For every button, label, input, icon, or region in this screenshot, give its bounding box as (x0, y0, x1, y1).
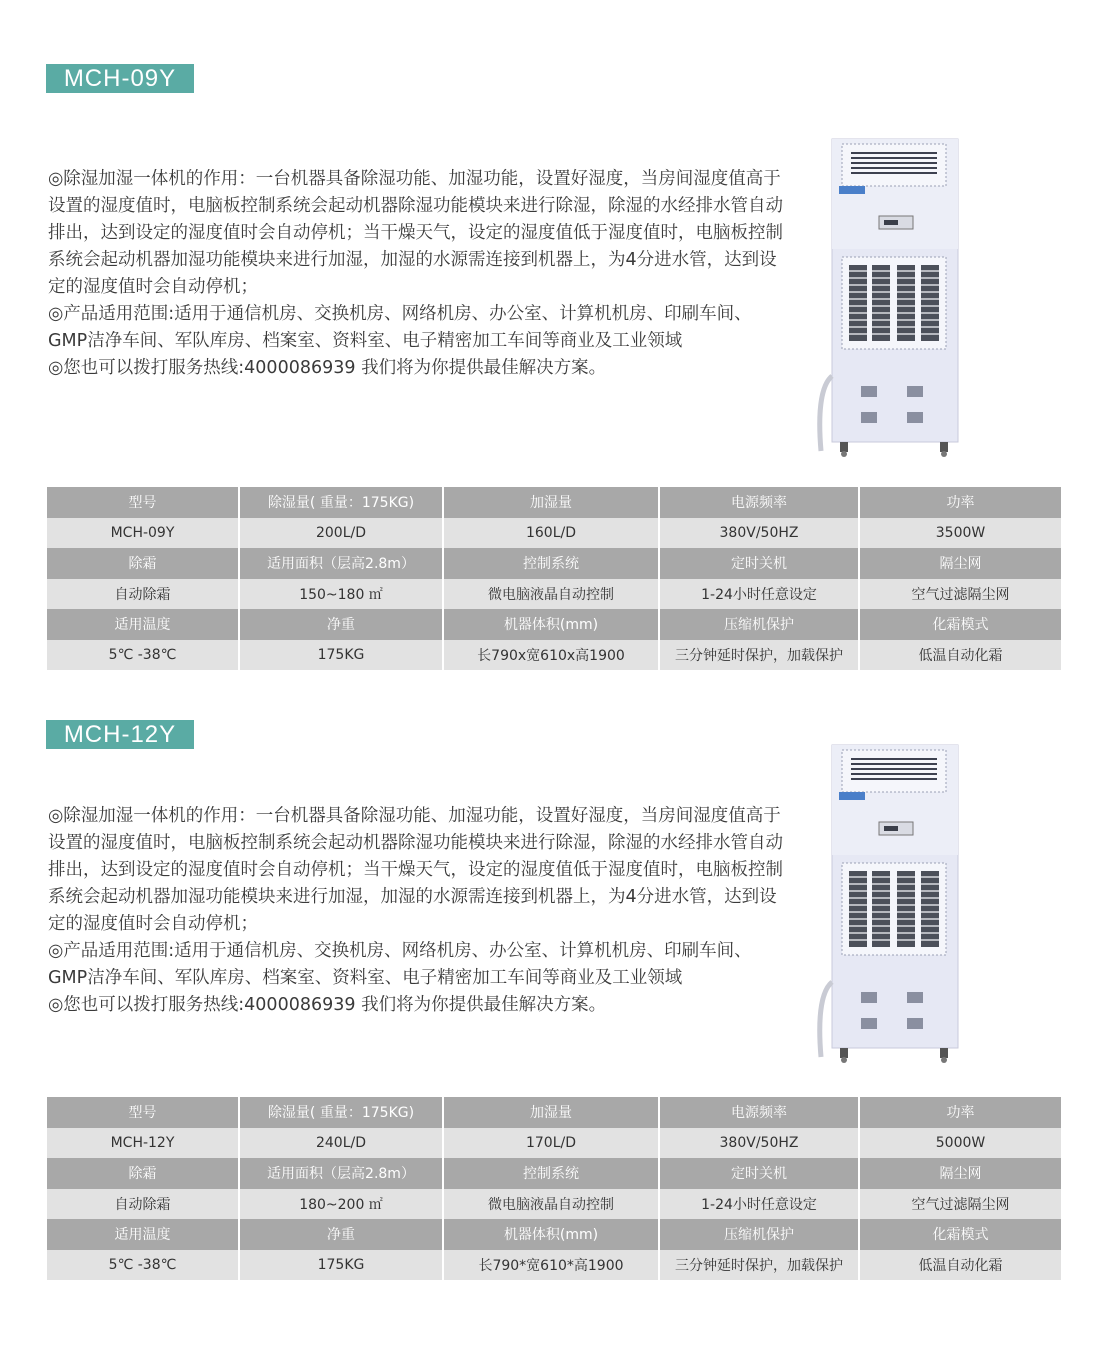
table-cell: 380V/50HZ (659, 1128, 859, 1159)
table-row (47, 487, 1061, 518)
table-cell: 电源频率 (659, 487, 859, 518)
table-cell: 隔尘网 (859, 1158, 1061, 1189)
table-cell: 除湿量( 重量：175KG) (239, 487, 443, 518)
table-cell: 压缩机保护 (659, 609, 859, 640)
description-function: ◎除湿加湿一体机的作用：一台机器具备除湿功能、加湿功能，设置好湿度，当房间湿度值高于设置的湿度值时，电脑板控制系统会起动机器除湿功能模块来进行除湿，除湿的水经排水管自动排出，达到设定的湿度值时会自动停机；当干燥天气，设定的湿度值低于湿度值时，电脑板控制系统会起动机器加湿功能模块来进行加湿，加湿的水源需连接到机器上，为4分进水管，达到设定的湿度值时会自动停机； (48, 806, 783, 934)
table-cell: 200L/D (239, 518, 443, 549)
description-scope: ◎产品适用范围:适用于通信机房、交换机房、网络机房、办公室、计算机机房、印刷车间、GMP洁净车间、军队库房、档案室、资料室、电子精密加工车间等商业及工业领域 (48, 304, 752, 351)
table-cell: 三分钟延时保护，加载保护 (659, 1250, 859, 1281)
table-cell: 180~200 ㎡ (239, 1189, 443, 1220)
table-cell: 隔尘网 (859, 548, 1061, 579)
table-cell: 160L/D (443, 518, 659, 549)
table-row (47, 640, 1061, 671)
model-tag-mch-12y: MCH-12Y (46, 720, 194, 749)
model-tag-mch-09y: MCH-09Y (46, 64, 194, 93)
table-cell: 化霜模式 (859, 1219, 1061, 1250)
table-cell: 除霜 (47, 1158, 239, 1189)
table-cell: 适用温度 (47, 1219, 239, 1250)
table-cell: 适用温度 (47, 609, 239, 640)
table-cell: 5000W (859, 1128, 1061, 1159)
table-cell: 低温自动化霜 (859, 1250, 1061, 1281)
description-hotline: ◎您也可以拨打服务热线:4000086939 我们将为你提供最佳解决方案。 (48, 358, 607, 378)
table-cell: 175KG (239, 1250, 443, 1281)
table-cell: 型号 (47, 487, 239, 518)
table-cell: 3500W (859, 518, 1061, 549)
table-cell: 150~180 ㎡ (239, 579, 443, 610)
table-cell: 净重 (239, 1219, 443, 1250)
table-cell: 适用面积（层高2.8m） (239, 548, 443, 579)
table-cell: 170L/D (443, 1128, 659, 1159)
dehumidifier-image-2 (815, 742, 965, 1066)
table-cell: 1-24小时任意设定 (659, 1189, 859, 1220)
table-row (47, 1128, 1061, 1159)
product-description-2 (48, 803, 788, 1019)
table-cell: 除湿量( 重量：175KG) (239, 1097, 443, 1128)
table-cell: 空气过滤隔尘网 (859, 1189, 1061, 1220)
table-cell: 控制系统 (443, 548, 659, 579)
description-scope: ◎产品适用范围:适用于通信机房、交换机房、网络机房、办公室、计算机机房、印刷车间、GMP洁净车间、军队库房、档案室、资料室、电子精密加工车间等商业及工业领域 (48, 941, 752, 988)
table-row (47, 548, 1061, 579)
table-cell: 机器体积(mm) (443, 609, 659, 640)
table-row (47, 579, 1061, 610)
table-row (47, 1219, 1061, 1250)
table-cell: 电源频率 (659, 1097, 859, 1128)
product-description-1 (48, 166, 788, 382)
table-cell: 5℃ -38℃ (47, 640, 239, 671)
spec-table-2 (47, 1097, 1061, 1280)
table-cell: 除霜 (47, 548, 239, 579)
table-cell: 压缩机保护 (659, 1219, 859, 1250)
table-cell: 机器体积(mm) (443, 1219, 659, 1250)
table-row (47, 1158, 1061, 1189)
table-cell: 适用面积（层高2.8m） (239, 1158, 443, 1189)
table-cell: 微电脑液晶自动控制 (443, 1189, 659, 1220)
dehumidifier-image-1 (815, 136, 965, 460)
table-row (47, 1250, 1061, 1281)
table-cell: 三分钟延时保护，加载保护 (659, 640, 859, 671)
table-row (47, 518, 1061, 549)
table-cell: 净重 (239, 609, 443, 640)
table-cell: 微电脑液晶自动控制 (443, 579, 659, 610)
table-cell: 1-24小时任意设定 (659, 579, 859, 610)
table-cell: 240L/D (239, 1128, 443, 1159)
table-cell: 功率 (859, 1097, 1061, 1128)
table-cell: 加湿量 (443, 487, 659, 518)
table-cell: 5℃ -38℃ (47, 1250, 239, 1281)
table-cell: 定时关机 (659, 548, 859, 579)
table-cell: 空气过滤隔尘网 (859, 579, 1061, 610)
table-cell: MCH-12Y (47, 1128, 239, 1159)
description-function: ◎除湿加湿一体机的作用：一台机器具备除湿功能、加湿功能，设置好湿度，当房间湿度值高于设置的湿度值时，电脑板控制系统会起动机器除湿功能模块来进行除湿，除湿的水经排水管自动排出，达到设定的湿度值时会自动停机；当干燥天气，设定的湿度值低于湿度值时，电脑板控制系统会起动机器加湿功能模块来进行加湿，加湿的水源需连接到机器上，为4分进水管，达到设定的湿度值时会自动停机； (48, 169, 783, 297)
table-cell: 控制系统 (443, 1158, 659, 1189)
table-cell: 长790x宽610x高1900 (443, 640, 659, 671)
table-cell: 长790*宽610*高1900 (443, 1250, 659, 1281)
table-cell: 型号 (47, 1097, 239, 1128)
table-row (47, 609, 1061, 640)
table-cell: 定时关机 (659, 1158, 859, 1189)
table-cell: 低温自动化霜 (859, 640, 1061, 671)
table-cell: 自动除霜 (47, 1189, 239, 1220)
table-row (47, 1189, 1061, 1220)
table-row (47, 1097, 1061, 1128)
table-cell: 自动除霜 (47, 579, 239, 610)
table-cell: 功率 (859, 487, 1061, 518)
table-cell: 380V/50HZ (659, 518, 859, 549)
description-hotline: ◎您也可以拨打服务热线:4000086939 我们将为你提供最佳解决方案。 (48, 995, 607, 1015)
table-cell: 化霜模式 (859, 609, 1061, 640)
table-cell: 加湿量 (443, 1097, 659, 1128)
table-cell: MCH-09Y (47, 518, 239, 549)
table-cell: 175KG (239, 640, 443, 671)
spec-table-1 (47, 487, 1061, 670)
